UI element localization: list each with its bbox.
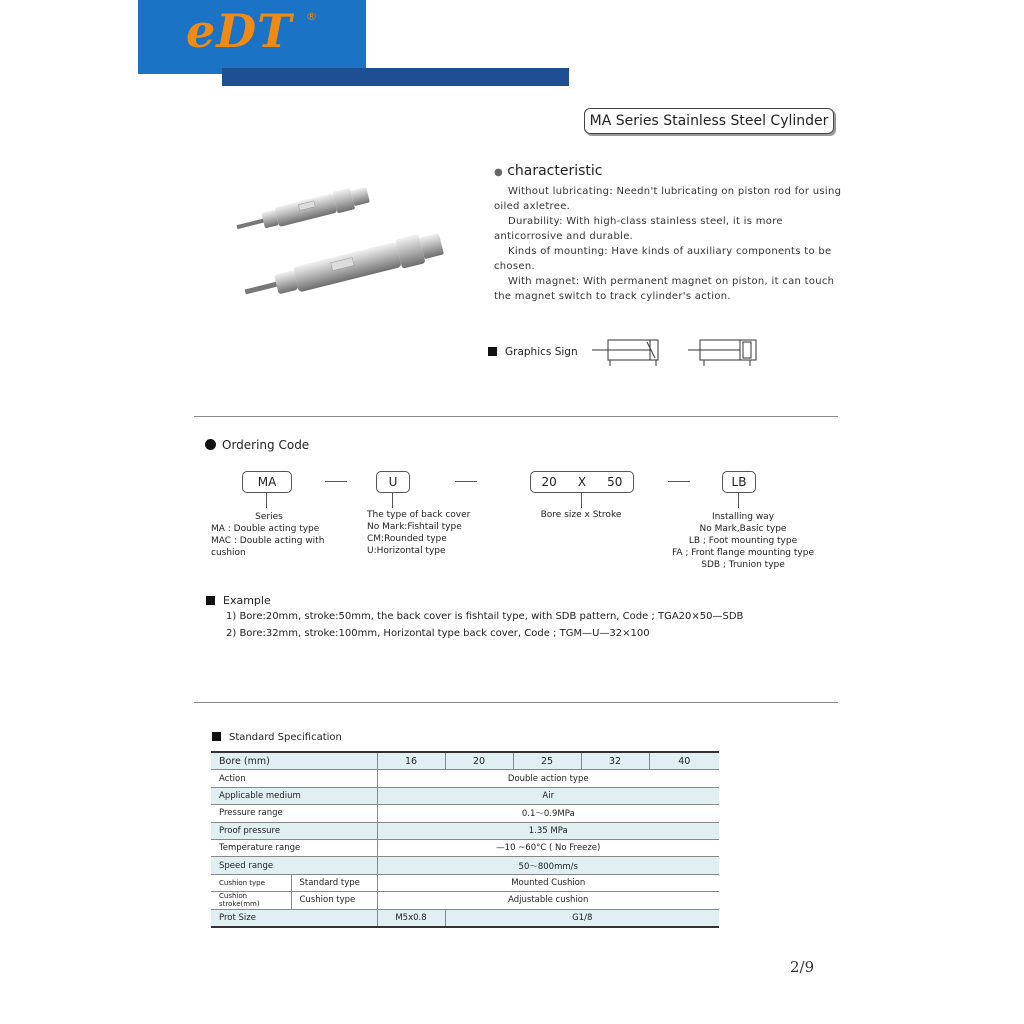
code-box-bore-stroke [530, 471, 634, 493]
divider [194, 702, 838, 703]
page-title: MA Series Stainless Steel Cylinder [584, 108, 834, 134]
install-desc-line: FA ; Front flange mounting type [672, 548, 814, 558]
square-bullet-icon [212, 732, 221, 741]
bore-label: Bore (mm) [211, 752, 377, 770]
bore-stroke-description: Bore size x Stroke [540, 510, 622, 520]
code-separator [325, 481, 347, 482]
bore-value: 20 [541, 475, 557, 489]
row-label: Action [211, 770, 377, 787]
example-line: 2) Bore:32mm, stroke:100mm, Horizontal type back cover, Code ; TGM—U—32×100 [226, 628, 650, 639]
row-value: Double action type [377, 770, 719, 787]
row-label: Proof pressure [211, 822, 377, 839]
circle-bullet-icon [205, 439, 216, 450]
product-image [230, 180, 450, 300]
cylinder-symbol-icon [590, 336, 770, 370]
bore-value: 16 [377, 752, 445, 770]
square-bullet-icon [488, 347, 497, 356]
characteristic-list [494, 184, 844, 304]
times-sign: X [577, 475, 587, 489]
table-row [211, 839, 719, 856]
install-desc-line: No Mark,Basic type [699, 524, 787, 534]
cover-desc-line: U:Horizontal type [367, 546, 446, 556]
row-value: Adjustable cushion [377, 892, 719, 909]
row-value: Air [377, 787, 719, 804]
cover-desc-title: The type of back cover [367, 510, 471, 520]
row-label: Pressure range [211, 805, 377, 822]
spec-title: Standard Specification [212, 732, 342, 743]
table-row [211, 892, 719, 909]
code-separator [455, 481, 477, 482]
bore-value: 32 [581, 752, 649, 770]
characteristic-heading: ● characteristic [494, 163, 603, 179]
series-desc-title: Series [255, 512, 283, 522]
pointer-line [738, 493, 739, 508]
code-box-install: LB [722, 471, 756, 493]
table-row [211, 787, 719, 804]
table-row [211, 857, 719, 874]
pointer-line [581, 493, 582, 508]
registered-mark: ® [306, 10, 317, 23]
graphics-sign-label: Graphics Sign [488, 346, 578, 358]
pointer-line [266, 493, 267, 508]
example-title: Example [206, 594, 271, 607]
pointer-line [392, 493, 393, 508]
header-bar [222, 68, 569, 86]
cover-description [367, 509, 507, 557]
divider [194, 416, 838, 417]
bore-value: 40 [649, 752, 719, 770]
row-sublabel: Standard type [291, 874, 377, 891]
row-sublabel: Cushion type [291, 892, 377, 909]
characteristic-item: Durability: With high-class stainless steel, it is more anticorrosive and durable. [494, 216, 783, 242]
row-label: Applicable medium [211, 787, 377, 804]
table-row [211, 909, 719, 927]
install-desc-title: Installing way [711, 512, 775, 522]
table-row [211, 822, 719, 839]
series-description [211, 511, 361, 559]
characteristic-item: Without lubricating: Needn't lubricating on piston rod for using oiled axletree. [494, 186, 842, 212]
characteristic-item: With magnet: With permanent magnet on piston, it can touch the magnet switch to track cylinder's action. [494, 276, 835, 302]
stroke-value: 50 [607, 475, 623, 489]
row-label: Prot Size [211, 909, 377, 927]
install-desc-line: SDB ; Trunion type [701, 560, 785, 570]
series-desc-line: MA : Double acting type [211, 524, 320, 534]
cover-desc-line: No Mark:Fishtail type [367, 522, 462, 532]
square-bullet-icon [206, 596, 215, 605]
characteristic-item: Kinds of mounting: Have kinds of auxiliary components to be chosen. [494, 246, 832, 272]
row-label: Cushion stroke(mm) [211, 892, 291, 909]
bore-value: 20 [445, 752, 513, 770]
row-value: 0.1～0.9MPa [377, 805, 719, 822]
code-box-series: MA [242, 471, 292, 493]
code-separator [668, 481, 690, 482]
row-label: Temperature range [211, 839, 377, 856]
example-line: 1) Bore:20mm, stroke:50mm, the back cover is fishtail type, with SDB pattern, Code ; TGA20×50—SDB [226, 611, 744, 622]
row-value: Mounted Cushion [377, 874, 719, 891]
table-row [211, 874, 719, 891]
row-value: 1.35 MPa [377, 822, 719, 839]
row-value: —10 ~60°C ( No Freeze) [377, 839, 719, 856]
row-value: 50～800mm/s [377, 857, 719, 874]
table-row [211, 805, 719, 822]
row-label: Cushion type [211, 874, 291, 891]
install-description [668, 511, 818, 571]
spec-table [211, 751, 719, 928]
series-desc-line: MAC : Double acting with cushion [211, 536, 325, 558]
install-desc-line: LB ; Foot mounting type [688, 536, 798, 546]
row-value: G1/8 [445, 909, 719, 927]
page-number: 2/9 [790, 958, 815, 976]
brand-logo: eDT [186, 4, 293, 58]
code-box-cover: U [376, 471, 410, 493]
ordering-code-title: Ordering Code [205, 438, 309, 452]
cover-desc-line: CM:Rounded type [367, 534, 447, 544]
row-label: Speed range [211, 857, 377, 874]
bore-value: 25 [513, 752, 581, 770]
table-row [211, 752, 719, 770]
table-row [211, 770, 719, 787]
row-value: M5x0.8 [377, 909, 445, 927]
